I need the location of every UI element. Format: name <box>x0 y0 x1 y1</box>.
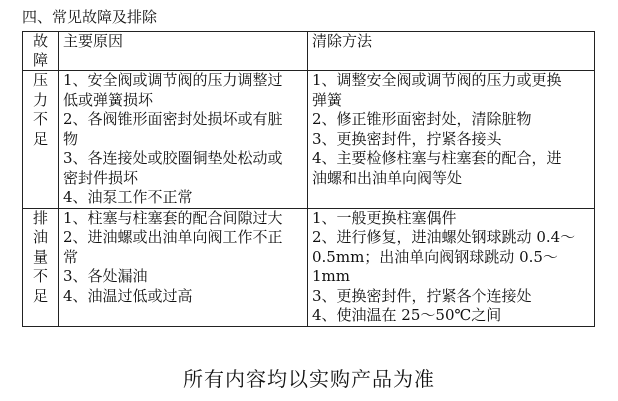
remedy-line: 1、一般更换柱塞偶件 <box>312 208 457 227</box>
fault-char: 不 <box>32 267 48 285</box>
remedy-line: 1mm <box>312 267 350 285</box>
remedy-line: 4、使油温在 25～50℃之间 <box>312 306 502 324</box>
fault-char: 压 <box>32 71 48 89</box>
fault-char: 量 <box>32 247 48 266</box>
remedy-line: 0.5mm；出油单向阀钢球跳动 0.5～ <box>312 247 558 266</box>
fault-char: 不 <box>32 110 48 128</box>
remedy-line: 油螺和出油单向阀等处 <box>312 168 463 187</box>
fault-table <box>22 31 595 327</box>
remedy-line: 2、进行修复，进油螺处钢球跳动 0.4～ <box>312 228 576 246</box>
disclaimer-footer: 所有内容均以实购产品为准 <box>183 367 435 391</box>
section-heading: 四、常见故障及排除 <box>22 8 158 26</box>
fault-name <box>23 71 59 209</box>
cause-line: 3、各连接处或胶圈铜垫处松动或 <box>63 149 283 167</box>
fault-char: 排 <box>32 208 48 227</box>
cause-line: 物 <box>63 129 79 148</box>
remedies-cell <box>308 208 595 326</box>
cause-line: 密封件损坏 <box>63 168 139 187</box>
remedy-line: 3、更换密封件，拧紧各个连接处 <box>312 286 532 305</box>
cause-line: 2、各阀锥形面密封处损坏或有脏 <box>63 110 283 128</box>
fault-char: 油 <box>32 228 48 246</box>
cause-line: 2、进油螺或出油单向阀工作不正 <box>63 228 283 246</box>
cause-line: 常 <box>63 247 79 266</box>
cause-line: 4、油温过低或过高 <box>63 286 193 305</box>
remedy-line: 4、主要检修柱塞与柱塞套的配合，进 <box>312 149 562 167</box>
fault-char: 力 <box>32 90 48 109</box>
cause-line: 低或弹簧损坏 <box>63 90 154 109</box>
causes-cell <box>59 208 308 326</box>
fault-name <box>23 208 59 326</box>
cause-line: 3、各处漏油 <box>63 267 148 285</box>
table-row <box>23 208 595 326</box>
cause-line: 4、油泵工作不正常 <box>63 188 193 206</box>
table-row <box>23 71 595 209</box>
header-fault <box>23 32 59 71</box>
remedy-line: 弹簧 <box>312 90 343 109</box>
header-fault-text: 故 障 <box>32 32 48 69</box>
cause-line: 1、安全阀或调节阀的压力调整过 <box>63 71 283 89</box>
cause-line: 1、柱塞与柱塞套的配合间隙过大 <box>63 208 283 227</box>
header-remedies: 清除方法 <box>308 32 595 71</box>
header-causes: 主要原因 <box>59 32 308 71</box>
remedy-line: 2、修正锥形面密封处，清除脏物 <box>312 110 532 128</box>
table-header-row <box>23 32 595 71</box>
remedy-line: 1、调整安全阀或调节阀的压力或更换 <box>312 71 562 89</box>
remedies-cell <box>308 71 595 209</box>
fault-char: 足 <box>32 129 48 148</box>
remedy-line: 3、更换密封件，拧紧各接头 <box>312 129 502 148</box>
fault-char: 足 <box>32 286 48 305</box>
causes-cell <box>59 71 308 209</box>
